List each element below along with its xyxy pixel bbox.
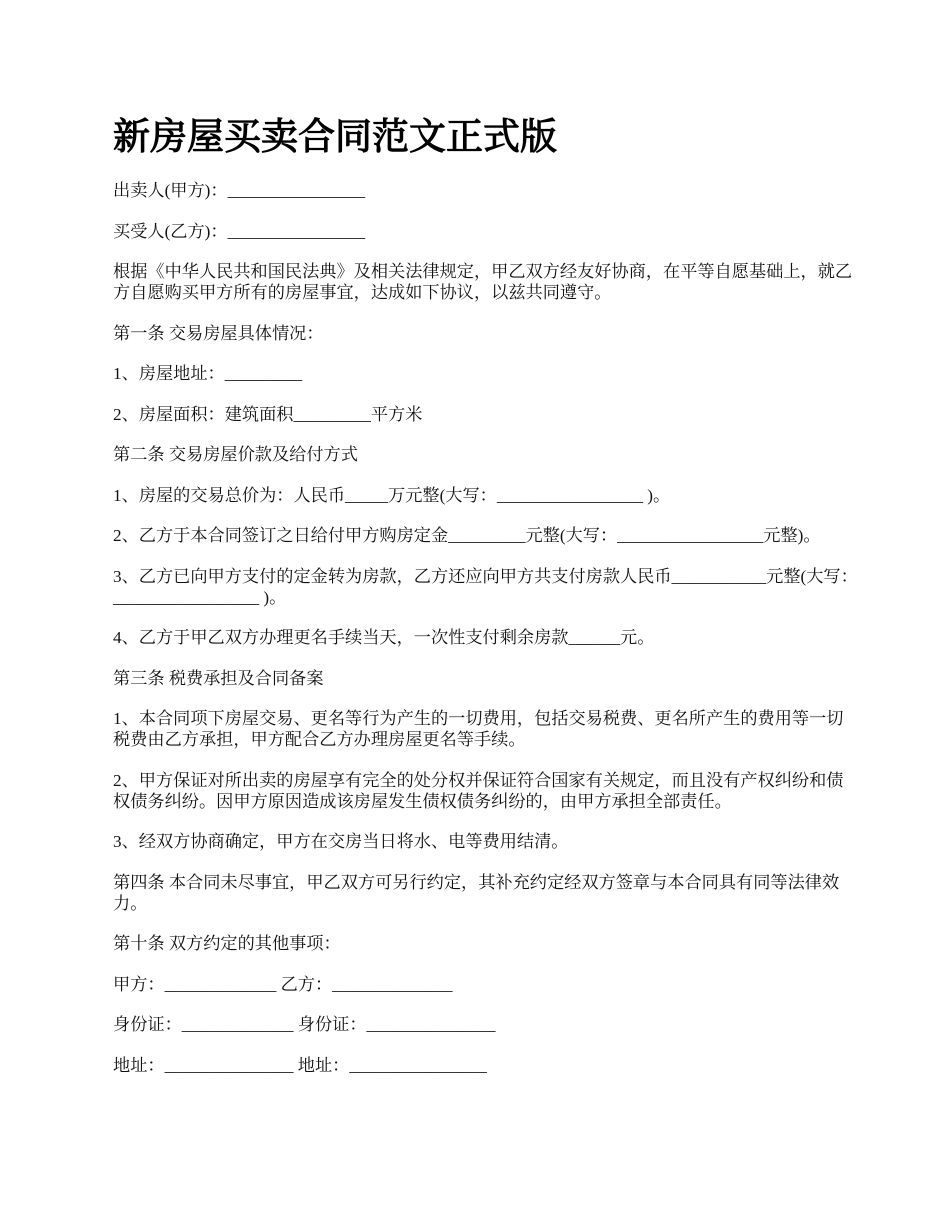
- article-10-heading: 第十条 双方约定的其他事项：: [113, 934, 341, 953]
- article-4-paragraph: 第四条 本合同未尽事宜，甲乙双方可另行约定，其补充约定经双方签章与本合同具有同等法律效力。: [113, 872, 840, 913]
- article-3-heading: 第三条 税费承担及合同备案: [113, 668, 324, 688]
- article-3-item-2: 2、甲方保证对所出卖的房屋享有完全的处分权并保证符合国家有关规定，而且没有产权纠纷和债权债务纠纷。因甲方原因造成该房屋发生债权债务纠纷的，由甲方承担全部责任。: [113, 770, 844, 811]
- seller-line: 出卖人(甲方)：________________: [113, 181, 366, 200]
- document-page: [113, 112, 858, 1095]
- buyer-line: 买受人(乙方)：________________: [113, 221, 366, 241]
- signature-address-line: 地址：_______________ 地址：________________: [113, 1055, 487, 1075]
- article-1-item-1: 1、房屋地址：_________: [113, 364, 303, 383]
- document-title: 新房屋买卖合同范文正式版: [113, 114, 557, 158]
- article-2-item-3: 3、乙方已向甲方支付的定金转为房款，乙方还应向甲方共支付房款人民币___________元整(大写：_________________ )。: [113, 566, 858, 607]
- article-3-item-3: 3、经双方协商确定，甲方在交房当日将水、电等费用结清。: [113, 832, 569, 851]
- article-2-heading: 第二条 交易房屋价款及给付方式: [113, 445, 358, 464]
- signature-parties-line: 甲方：_____________ 乙方：______________: [113, 974, 453, 994]
- signature-id-line: 身份证：_____________ 身份证：_______________: [113, 1015, 496, 1034]
- article-1-heading: 第一条 交易房屋具体情况：: [113, 323, 324, 343]
- article-2-item-4: 4、乙方于甲乙双方办理更名手续当天，一次性支付剩余房款______元。: [113, 628, 655, 647]
- article-1-item-2: 2、房屋面积：建筑面积_________平方米: [113, 404, 423, 424]
- article-2-item-1: 1、房屋的交易总价为：人民币_____万元整(大写：_________________ )。: [113, 485, 671, 505]
- preamble-paragraph: 根据《中华人民共和国民法典》及相关法律规定，甲乙双方经友好协商，在平等自愿基础上，就乙方自愿购买甲方所有的房屋事宜，达成如下协议，以兹共同遵守。: [113, 262, 853, 302]
- article-2-item-2: 2、乙方于本合同签订之日给付甲方购房定金_________元整(大写：_________________元整)。: [113, 526, 821, 545]
- article-3-item-1: 1、本合同项下房屋交易、更名等行为产生的一切费用，包括交易税费、更名所产生的费用等一切税费由乙方承担，甲方配合乙方办理房屋更名等手续。: [113, 709, 844, 749]
